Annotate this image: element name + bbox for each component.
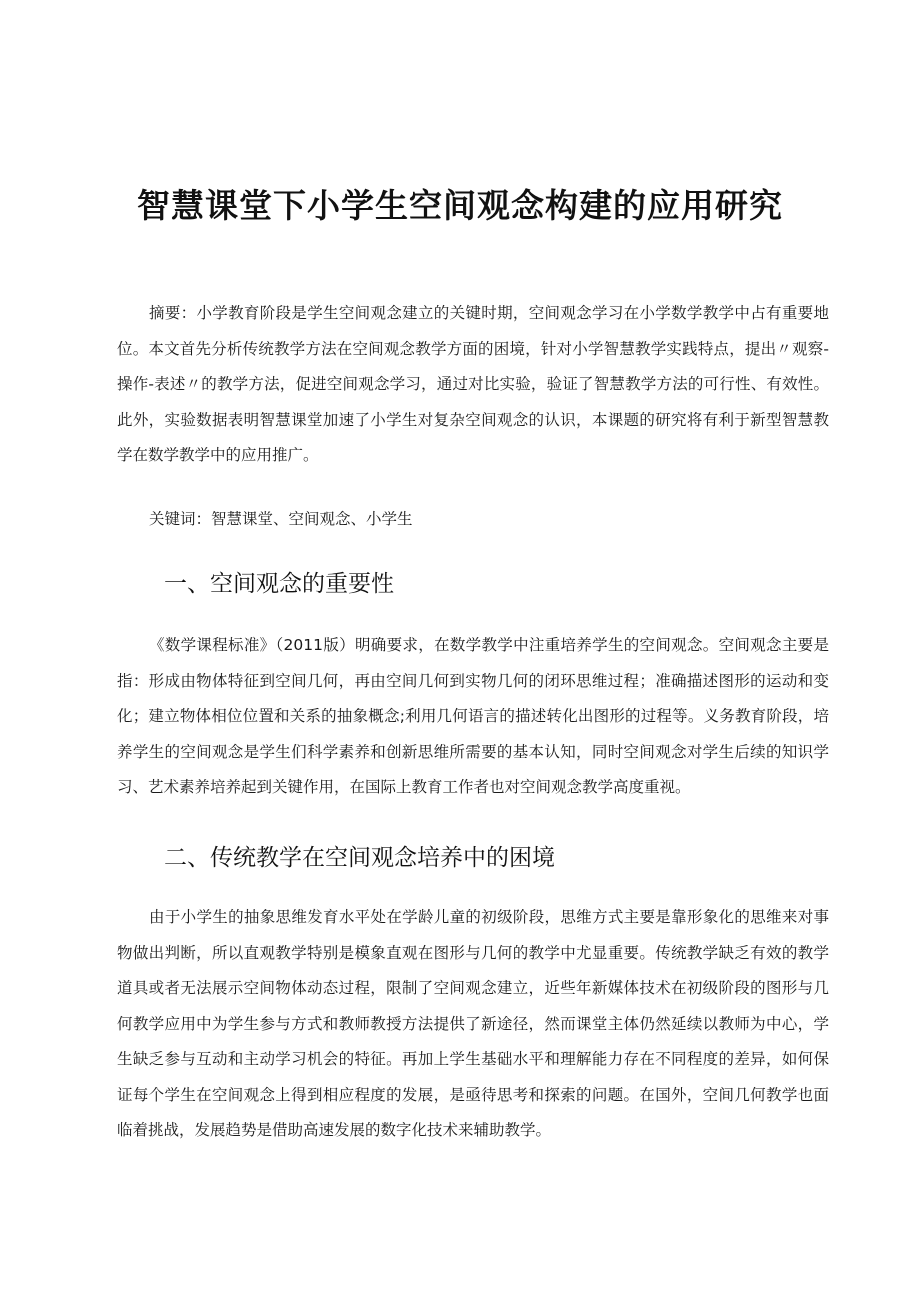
keywords-line: 关键词：智慧课堂、空间观念、小学生 [149, 510, 413, 528]
section-2-heading: 二、传统教学在空间观念培养中的困境 [164, 845, 555, 871]
abstract-paragraph: 摘要：小学教育阶段是学生空间观念建立的关键时期，空间观念学习在小学数学教学中占有重要地位。本文首先分析传统教学方法在空间观念教学方面的困境，针对小学智慧教学实践特点，提出〃观察-操作-表述〃的教学方法，促进空间观念学习，通过对比实验，验证了智慧教学方法的可行性、有效性。此外，实验数据表明智慧课堂加速了小学生对复杂空间观念的认识，本课题的研究将有利于新型智慧教学在数学教学中的应用推广。 [117, 304, 829, 464]
document-title: 智慧课堂下小学生空间观念构建的应用研究 [137, 186, 783, 226]
section-1-body: 《数学课程标准》（2011版）明确要求，在数学教学中注重培养学生的空间观念。空间观念主要是指：形成由物体特征到空间几何，再由空间几何到实物几何的闭环思维过程；准确描述图形的运动和变化；建立物体相位位置和关系的抽象概念;利用几何语言的描述转化出图形的过程等。义务教育阶段，培养学生的空间观念是学生们科学素养和创新思维所需要的基本认知，同时空间观念对学生后续的知识学习、艺术素养培养起到关键作用，在国际上教育工作者也对空间观念教学高度重视。 [117, 636, 829, 796]
section-1-heading: 一、空间观念的重要性 [164, 571, 394, 597]
section-2-body: 由于小学生的抽象思维发育水平处在学龄儿童的初级阶段，思维方式主要是靠形象化的思维来对事物做出判断，所以直观教学特别是模象直观在图形与几何的教学中尤显重要。传统教学缺乏有效的教学道具或者无法展示空间物体动态过程，限制了空间观念建立，近些年新媒体技术在初级阶段的图形与几何教学应用中为学生参与方式和教师教授方法提供了新途径，然而课堂主体仍然延续以教师为中心，学生缺乏参与互动和主动学习机会的特征。再加上学生基础水平和理解能力存在不同程度的差异，如何保证每个学生在空间观念上得到相应程度的发展，是亟待思考和探索的问题。在国外，空间几何教学也面临着挑战，发展趋势是借助高速发展的数字化技术来辅助教学。 [117, 908, 829, 1139]
